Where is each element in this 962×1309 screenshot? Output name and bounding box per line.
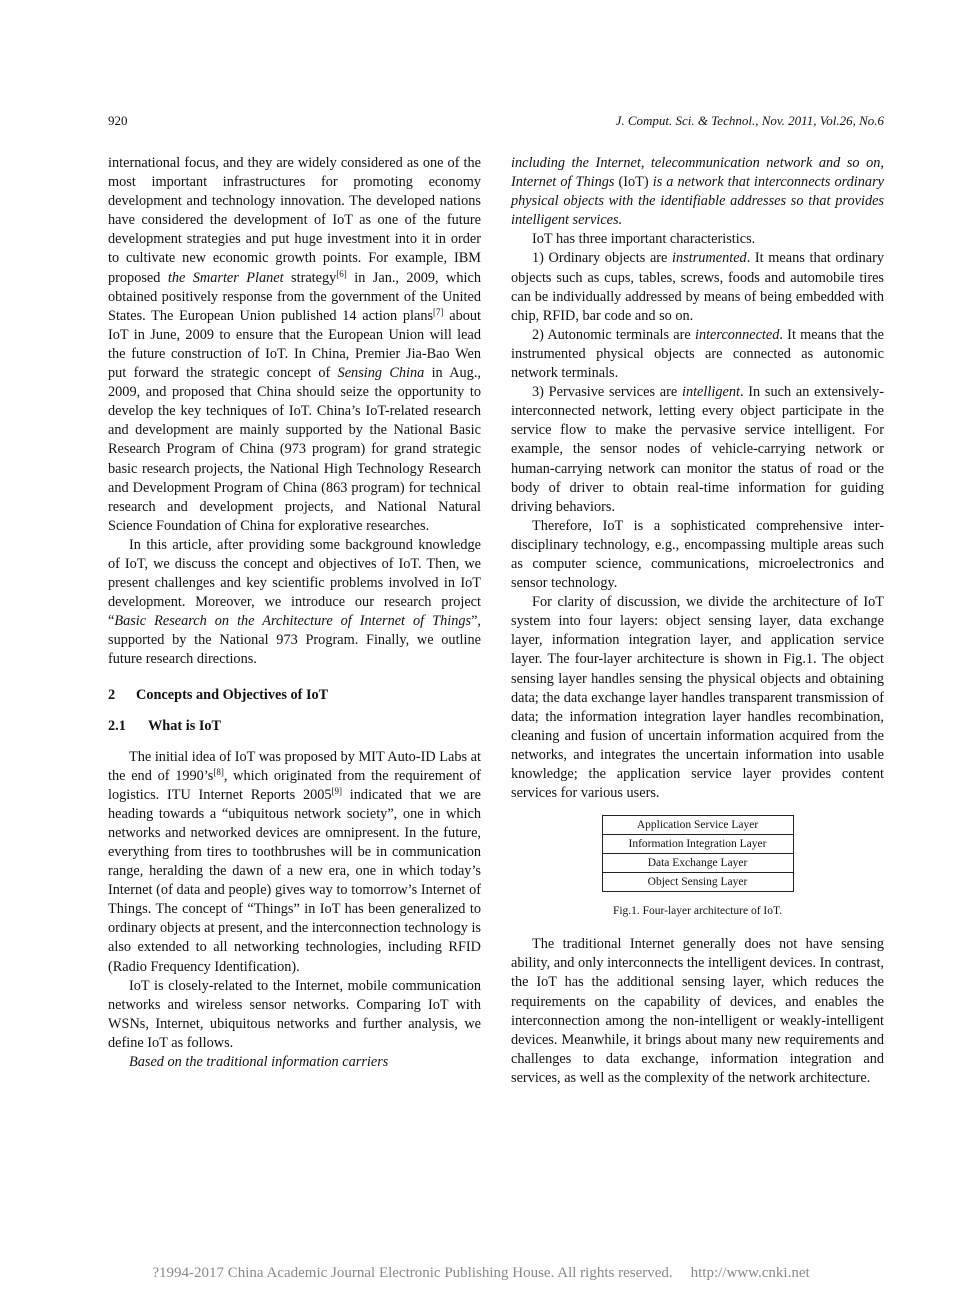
footer <box>0 1265 962 1282</box>
subsection-number: 2.1 <box>108 717 126 734</box>
definition-paragraph <box>511 154 884 230</box>
text-run: . In such an extensively-interconnected network, letting every object participate in the service flow to make the pervasive service intelligent. For example, the sensor nodes of vehicle-carrying network or human-carrying network can monitor the status of road or the body of driver to obtain real-time information for guiding driving behaviors. <box>511 384 884 515</box>
subsection-heading <box>108 717 481 736</box>
citation-ref: [6] <box>336 268 347 279</box>
paragraph <box>511 249 884 325</box>
text-run: international focus, and they are widely considered as one of the most important infrastructures for promoting economy development and technology innovation. The developed nations have considered the development of IoT as one of the future development strategies and put huge investment into it in order to cultivate new economic growth points. For example, IBM proposed <box>108 155 481 286</box>
text-run: Therefore, IoT is a sophisticated comprehensive inter-disciplinary technology, e.g., encompassing multiple areas such as computer science, communications, microelectronics and sensor technology. <box>511 517 884 592</box>
text-run: strategy <box>283 269 337 286</box>
section-number: 2 <box>108 686 116 703</box>
text-run: about IoT in June, 2009 to ensure that the European Union will lead the future construction of IoT. In China, Premier Jia-Bao Wen put forward the strategic concept of <box>108 307 481 382</box>
text-run: The traditional Internet generally does not have sensing ability, and only interconnects the intelligent devices. In contrast, the IoT has the additional sensing layer, which reduces the requirements on the capability of devices, and enables the interconnection among the non-intelligent or weakly-intelligent devices. Meanwhile, it brings about many new requirements and challenges to data exchange, information integration and services, as well as the complexity of the network architecture. <box>511 936 884 1086</box>
section-heading <box>108 686 481 705</box>
layer-architecture-figure <box>602 815 794 892</box>
left-column <box>108 154 481 1072</box>
text-run: 3) Pervasive services are <box>532 384 682 401</box>
paragraph <box>108 977 481 1053</box>
citation-ref: [8] <box>213 766 224 777</box>
page-number: 920 <box>108 113 128 128</box>
italic-text: Basic Research on the Architecture of Internet of Things <box>114 613 472 630</box>
layer-box: Data Exchange Layer <box>603 854 793 873</box>
text-run: indicated that we are heading towards a “ubiquitous network society”, one in which networks and networked devices are omnipresent. In the future, everything from tires to toothbrushes will be in communication range, heralding the dawn of a new era, one in which today’s Internet (of data and people) gives way to tomorrow’s Internet of Things. The concept of “Things” in IoT has been generalized to ordinary objects at present, and the interconnection technology is also extended to all networking technologies, including RFID (Radio Frequency Identification). <box>108 786 481 975</box>
text-run: (IoT) <box>614 174 653 191</box>
text-run: The initial idea of IoT was proposed by MIT Auto-ID Labs at the end of 1990’s <box>108 748 481 784</box>
running-header: J. Comput. Sci. & Technol., Nov. 2011, Vol.26, No.6 <box>615 113 884 128</box>
section-title: Concepts and Objectives of IoT <box>136 686 329 703</box>
text-run: In this article, after providing some background knowledge of IoT, we discuss the concept and objectives of IoT. Then, we present challenges and key scientific problems involved in IoT development. Moreover, we introduce our research project “ <box>108 536 481 630</box>
text-run: IoT has three important characteristics. <box>532 231 756 248</box>
paragraph <box>511 593 884 803</box>
italic-text: interconnected <box>694 326 780 343</box>
paragraph <box>108 1053 481 1072</box>
text-run: in Jan., 2009, which obtained positively response from the government of the United States. The European Union published 14 action plans <box>108 269 481 324</box>
italic-text: Sensing China <box>337 365 425 382</box>
figure-caption: Fig.1. Four-layer architecture of IoT. <box>612 905 783 918</box>
right-column <box>511 154 884 1088</box>
text-run: 1) Ordinary objects are <box>532 250 673 267</box>
paragraph <box>108 748 481 977</box>
paragraph <box>511 517 884 593</box>
text-run: IoT is closely-related to the Internet, mobile communication networks and wireless sensor networks. Comparing IoT with WSNs, Internet, ubiquitous networks and further analysis, we define IoT as follows. <box>108 977 481 1051</box>
citation-ref: [7] <box>433 306 444 317</box>
footer-url[interactable]: http://www.cnki.net <box>690 1265 810 1281</box>
text-run: ”, supported by the National 973 Program. Finally, we outline future research directions. <box>108 613 481 668</box>
text-run: . It means that ordinary objects such as cups, tables, screws, foods and automobile tires can be individually addressed by means of being embedded with chip, RFID, bar code and so on. <box>511 250 884 324</box>
layer-box: Object Sensing Layer <box>647 876 748 889</box>
paragraph <box>108 536 481 670</box>
italic-text: instrumented <box>672 250 747 267</box>
italic-text: intelligent <box>681 384 740 401</box>
paragraph <box>108 154 481 536</box>
paragraph <box>511 383 884 517</box>
italic-text: is a network that interconnects ordinary physical objects with the identifiable addresses so that provides intelligent services. <box>511 174 884 229</box>
paragraph <box>511 326 884 383</box>
text-run: . It means that the instrumented physical objects are connected as autonomic network terminals. <box>511 326 884 382</box>
text-run: in Aug., 2009, and proposed that China should seize the opportunity to develop the key techniques of IoT. China’s IoT-related research and development are mainly supported by the National Basic Research Program of China (973 program) for grand strategic basic research projects, the National High Technology Research and Development Program of China (863 program) for technical research and development projects, and National Natural Science Foundation of China for explorative researches. <box>108 365 481 534</box>
text-run: 2) Autonomic terminals are <box>532 326 695 343</box>
paragraph <box>511 935 884 1088</box>
layer-box: Information Integration Layer <box>603 835 793 854</box>
citation-ref: [9] <box>331 785 343 796</box>
italic-text: the Smarter Planet <box>167 269 284 286</box>
layer-box: Application Service Layer <box>603 816 793 835</box>
subsection-title: What is IoT <box>148 717 222 734</box>
text-run: , which originated from the requirement of logistics. ITU Internet Reports 2005 <box>108 767 481 803</box>
italic-text: Based on the traditional information carriers <box>129 1054 389 1071</box>
italic-text: including the Internet, telecommunication network and so on, Internet of Things <box>511 155 884 191</box>
paragraph <box>511 230 884 249</box>
copyright-text: ?1994-2017 China Academic Journal Electronic Publishing House. All rights reserved. <box>152 1265 673 1281</box>
text-run: For clarity of discussion, we divide the architecture of IoT system into four layers: object sensing layer, data exchange layer, information integration layer, and application service layer. The four-layer architecture is shown in Fig.1. The object sensing layer handles sensing the physical objects and obtaining data; the data exchange layer handles transparent transmission of data; the information integration layer handles recombination, cleaning and fusion of uncertain information acquired from the networks, and integrates the uncertain information into usable knowledge; the application service layer provides content services for various users. <box>511 594 884 802</box>
